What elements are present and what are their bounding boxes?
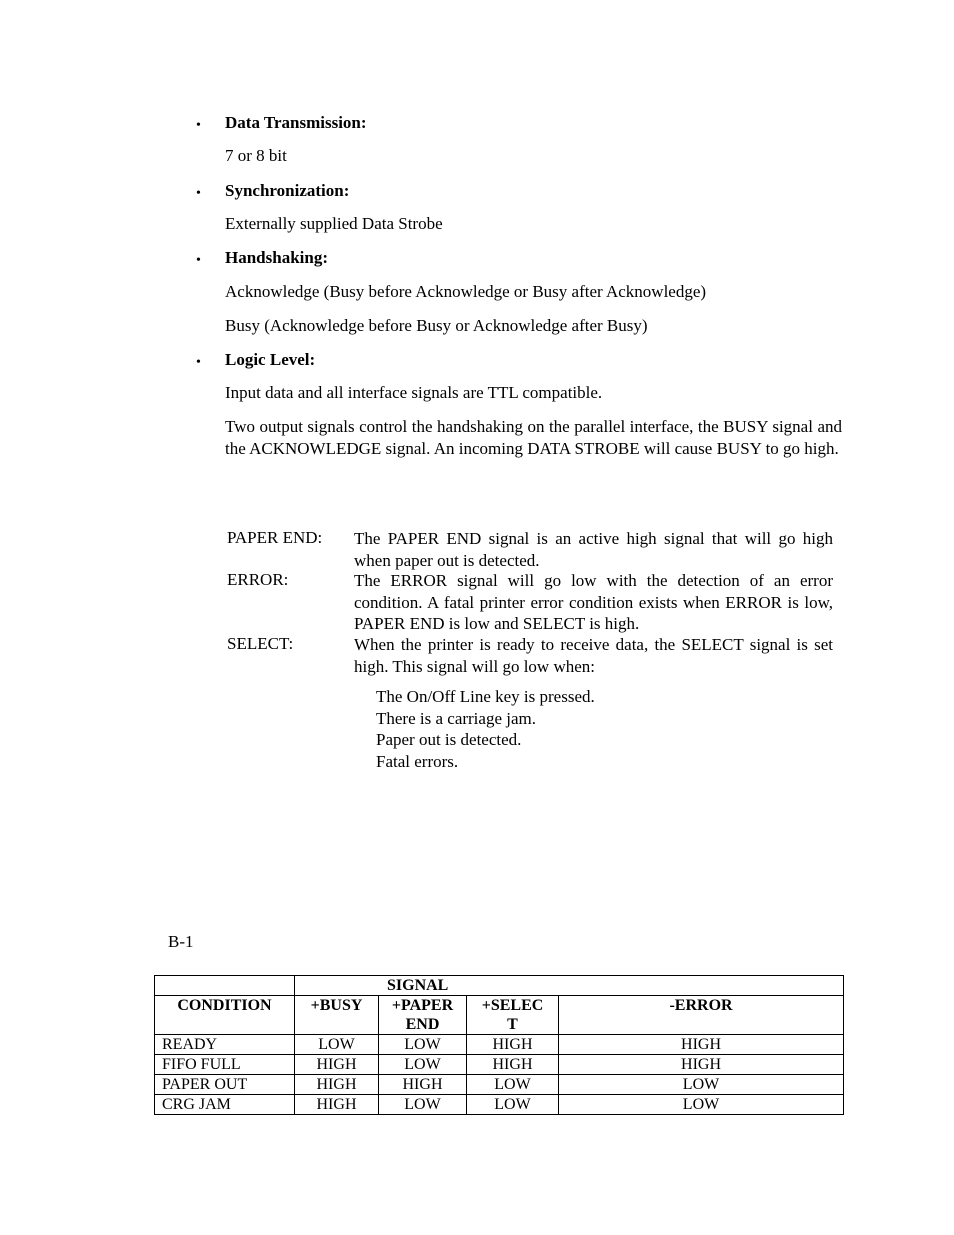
table-header-paper-end	[379, 996, 467, 1035]
table-cell: HIGH	[467, 1055, 559, 1075]
table-header-condition: CONDITION	[155, 996, 295, 1035]
list-item: The On/Off Line key is pressed.	[376, 687, 595, 706]
table-header-busy: +BUSY	[295, 996, 379, 1035]
list-item: Fatal errors.	[376, 751, 459, 771]
table-cell: READY	[155, 1035, 295, 1055]
definition-text-select: When the printer is ready to receive data, the SELECT signal is set high. This signal will go low when:	[354, 635, 833, 676]
table-row	[155, 1075, 844, 1095]
bullet-marker: •	[196, 355, 201, 370]
table-cell: LOW	[379, 1055, 467, 1075]
table-cell: HIGH	[559, 1035, 844, 1055]
bullet-marker: •	[196, 186, 201, 201]
table-cell: HIGH	[467, 1035, 559, 1055]
definition-term-paper-end: PAPER END:	[227, 528, 323, 547]
page-number: B-1	[168, 932, 194, 951]
table-row	[155, 1055, 844, 1075]
handshake-paragraph: Two output signals control the handshaking on the parallel interface, the BUSY signal and the ACKNOWLEDGE signal. An incoming DATA STROBE will cause BUSY to go high.	[225, 417, 842, 458]
table-cell: PAPER OUT	[155, 1075, 295, 1095]
table-cell: LOW	[559, 1075, 844, 1095]
table-cell: HIGH	[295, 1095, 379, 1115]
bullet-marker: •	[196, 253, 201, 268]
table-cell: HIGH	[295, 1055, 379, 1075]
table-cell: LOW	[467, 1075, 559, 1095]
table-header-select-line1: +SELEC	[481, 997, 544, 1014]
table-group-header-row	[155, 976, 844, 996]
bullet-marker: •	[196, 118, 201, 133]
table-header-select	[467, 996, 559, 1035]
list-item: There is a carriage jam.	[376, 708, 536, 728]
bullet-heading-handshaking: Handshaking:	[225, 248, 328, 267]
bullet-text: Acknowledge (Busy before Acknowledge or Busy after Acknowledge)	[225, 282, 707, 301]
list-item: Paper out is detected.	[376, 730, 522, 749]
signal-table	[154, 975, 844, 1115]
table-cell: CRG JAM	[155, 1095, 295, 1115]
definition-text-paper-end: The PAPER END signal is an active high signal that will go high when paper out is detected.	[354, 529, 833, 570]
table-cell: LOW	[295, 1035, 379, 1055]
table-row	[155, 1035, 844, 1055]
bullet-heading-logic-level: Logic Level:	[225, 350, 316, 369]
bullet-text: 7 or 8 bit	[225, 146, 287, 165]
table-header-signal: SIGNAL	[295, 976, 844, 996]
table-cell: LOW	[559, 1095, 844, 1115]
select-conditions-list	[376, 686, 595, 772]
bullet-text: Input data and all interface signals are TTL compatible.	[225, 383, 603, 402]
table-row	[155, 1095, 844, 1115]
table-header-row	[155, 996, 844, 1035]
table-header-blank	[155, 976, 295, 996]
table-cell: LOW	[379, 1095, 467, 1115]
table-header-paper-end-line1: +PAPER	[391, 997, 454, 1014]
bullet-text: Busy (Acknowledge before Busy or Acknowledge after Busy)	[225, 316, 648, 335]
table-cell: LOW	[467, 1095, 559, 1115]
definition-term-error: ERROR:	[227, 570, 289, 589]
definition-text-error: The ERROR signal will go low with the detection of an error condition. A fatal printer error condition exists when ERROR is low, PAPER END is low and SELECT is high.	[354, 571, 833, 633]
table-cell: HIGH	[559, 1055, 844, 1075]
table-cell: FIFO FULL	[155, 1055, 295, 1075]
table-header-paper-end-line2: END	[405, 1016, 440, 1033]
table-header-select-line2: T	[507, 1016, 518, 1033]
bullet-heading-data-transmission: Data Transmission:	[225, 113, 367, 132]
table-header-error: -ERROR	[559, 996, 844, 1035]
table-cell: LOW	[379, 1035, 467, 1055]
definition-term-select: SELECT:	[227, 634, 294, 653]
table-cell: HIGH	[379, 1075, 467, 1095]
bullet-text: Externally supplied Data Strobe	[225, 214, 443, 233]
table-cell: HIGH	[295, 1075, 379, 1095]
bullet-heading-synchronization: Synchronization:	[225, 181, 350, 200]
